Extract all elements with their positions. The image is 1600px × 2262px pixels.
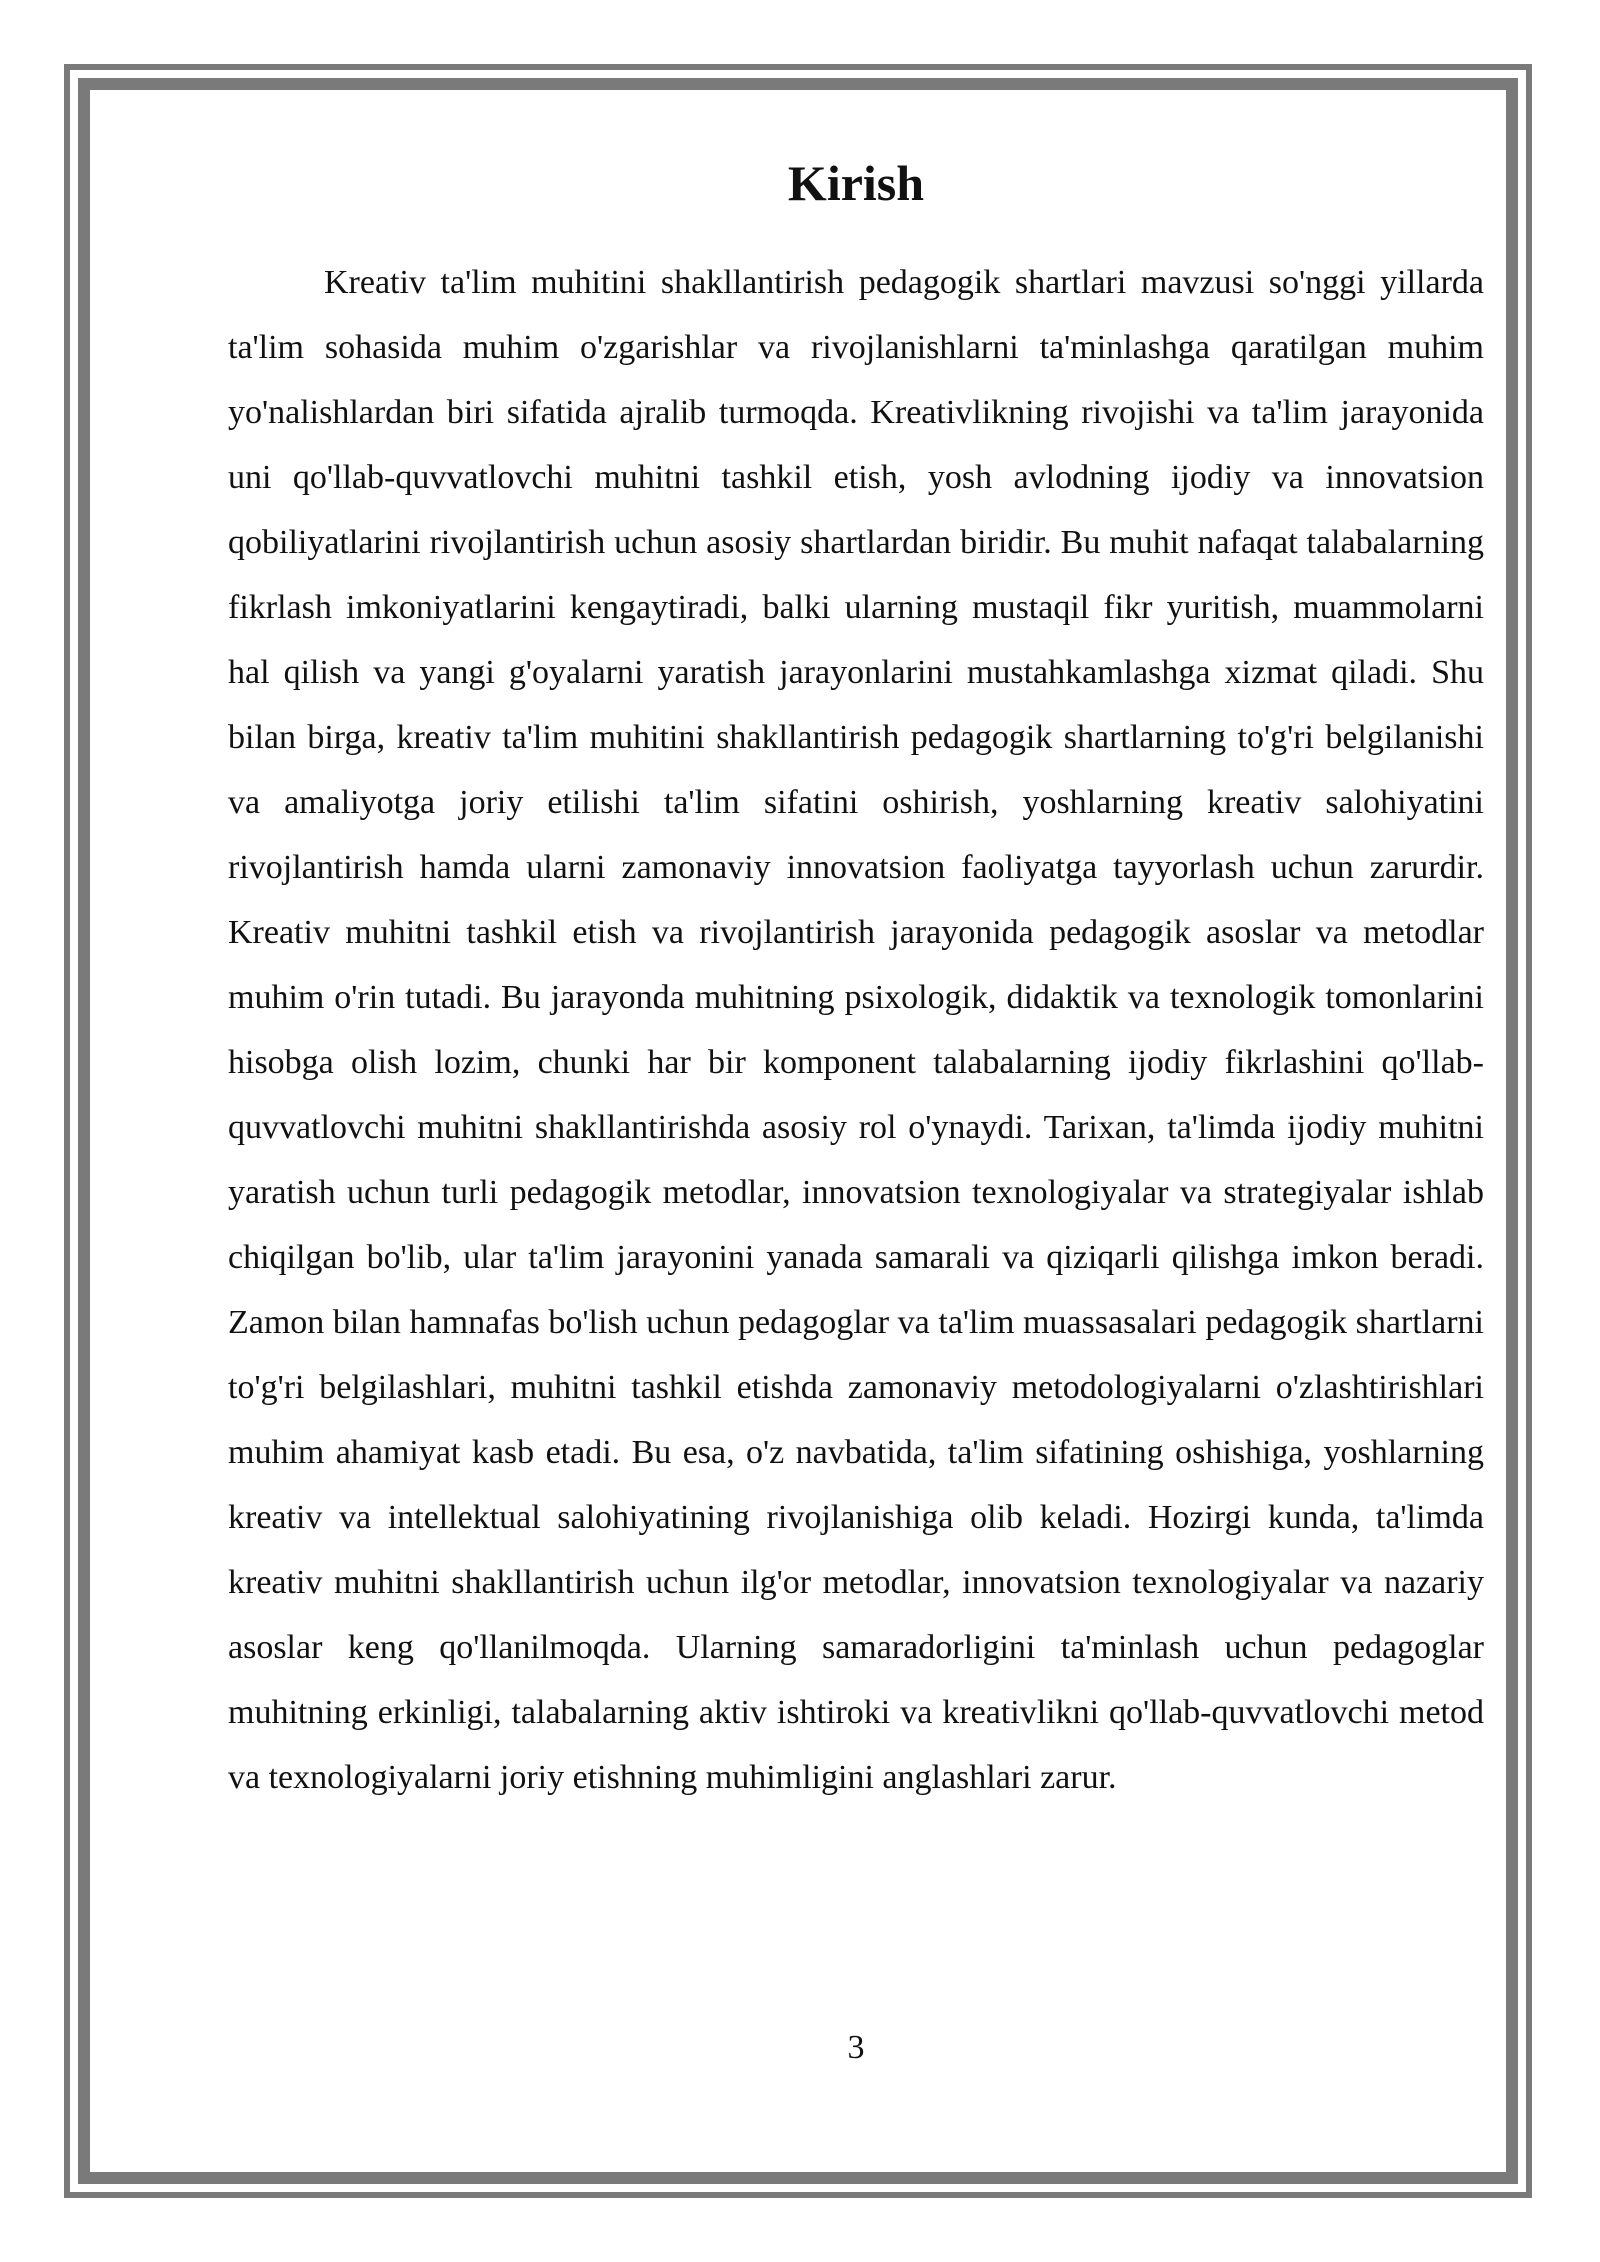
- page-content: [228, 148, 1484, 1810]
- page-number: 3: [847, 2029, 865, 2066]
- page-title: Kirish: [787, 155, 925, 211]
- body-paragraph: Kreativ ta'lim muhitini shakllantirish pedagogik shartlari mavzusi so'nggi yillarda ta'lim sohasida muhim o'zgarishlar va rivojlanishlarni ta'minlashga qaratilgan muhim yo'nalishlardan biri sifatida ajralib turmoqda. Kreativlikning rivojishi va ta'lim jarayonida uni qo'llab-quvvatlovchi muhitni tashkil etish, yosh avlodning ijodiy va innovatsion qobiliyatlarini rivojlantirish uchun asosiy shartlardan biridir. Bu muhit nafaqat talabalarning fikrlash imkoniyatlarini kengaytiradi, balki ularning mustaqil fikr yuritish, muammolarni hal qilish va yangi g'oyalarni yaratish jarayonlarini mustahkamlashga xizmat qiladi. Shu bilan birga, kreativ ta'lim muhitini shakllantirish pedagogik shartlarning to'g'ri belgilanishi va amaliyotga joriy etilishi ta'lim sifatini oshirish, yoshlarning kreativ salohiyatini rivojlantirish hamda ularni zamonaviy innovatsion faoliyatga tayyorlash uchun zarurdir. Kreativ muhitni tashkil etish va rivojlantirish jarayonida pedagogik asoslar va metodlar muhim o'rin tutadi. Bu jarayonda muhitning psixologik, didaktik va texnologik tomonlarini hisobga olish lozim, chunki har bir komponent talabalarning ijodiy fikrlashini qo'llab-quvvatlovchi muhitni shakllantirishda asosiy rol o'ynaydi. Tarixan, ta'limda ijodiy muhitni yaratish uchun turli pedagogik metodlar, innovatsion texnologiyalar va strategiyalar ishlab chiqilgan bo'lib, ular ta'lim jarayonini yanada samarali va qiziqarli qilishga imkon beradi. Zamon bilan hamnafas bo'lish uchun pedagoglar va ta'lim muassasalari pedagogik shartlarni to'g'ri belgilashlari, muhitni tashkil etishda zamonaviy metodologiyalarni o'zlashtirishlari muhim ahamiyat kasb etadi. Bu esa, o'z navbatida, ta'lim sifatining oshishiga, yoshlarning kreativ va intellektual salohiyatining rivojlanishiga olib keladi. Hozirgi kunda, ta'limda kreativ muhitni shakllantirish uchun ilg'or metodlar, innovatsion texnologiyalar va nazariy asoslar keng qo'llanilmoqda. Ularning samaradorligini ta'minlash uchun pedagoglar muhitning erkinligi, talabalarning aktiv ishtiroki va kreativlikni qo'llab-quvvatlovchi metod va texnologiyalarni joriy etishning muhimligini anglashlari zarur.: [228, 264, 1484, 1796]
